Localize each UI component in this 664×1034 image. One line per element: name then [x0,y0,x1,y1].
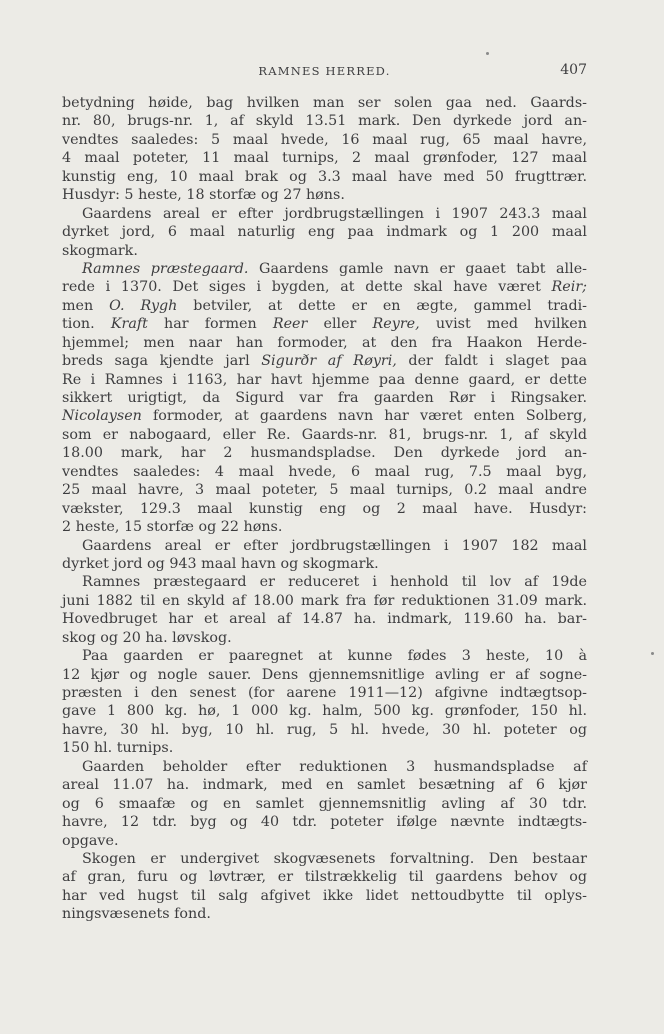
text-line [62,278,587,296]
text-segment: 2 heste, 15 storfæ og 22 høns. [62,519,283,536]
text-line [62,795,587,813]
text-segment: har ved hugst til salg afgivet ikke lidet nettoudbytte til oplys- [62,887,587,904]
text-segment: og 6 smaafæ og en samlet gjennemsnitlig avling af 30 tdr. [62,795,587,812]
text-segment: hjemmel; men naar han formoder, at den fra Haakon Herde- [62,334,587,351]
text-line [62,647,587,665]
paper-speck [651,652,654,655]
text-line [62,702,587,720]
text-line [62,426,587,444]
text-line [62,813,587,831]
text-line [62,868,587,886]
text-segment: Hovedbruget har et areal af 14.87 ha. indmark, 119.60 ha. bar- [62,611,587,628]
text-line [62,758,587,776]
text-segment: kunstig eng, 10 maal brak og 3.3 maal have med 50 frugttrær. [62,168,587,185]
text-line [62,371,587,389]
text-line [62,186,587,204]
text-line [62,518,587,536]
text-line [62,260,587,278]
text-line [62,315,587,333]
text-segment: som er nabogaard, eller Re. Gaards-nr. 81, brugs-nr. 1, af skyld [62,426,587,443]
text-segment: juni 1882 til en skyld af 18.00 mark fra før reduktionen 31.09 mark. [62,592,587,609]
page-header [62,62,587,82]
text-segment: der faldt i slaget paa [396,353,587,370]
text-segment: havre, 30 hl. byg, 10 hl. rug, 5 hl. hvede, 30 hl. poteter og [62,721,587,738]
text-line [62,573,587,591]
text-segment: areal 11.07 ha. indmark, med en samlet besætning af 6 kjør [62,777,587,794]
text-line [62,592,587,610]
text-segment: Skogen er undergivet skogvæsenets forvaltning. Den bestaar [82,850,587,867]
text-line [62,537,587,555]
body-text [62,94,587,924]
text-segment: rede i 1370. Det siges i bygden, at dette skal have været [62,279,552,296]
text-segment: skogmark. [62,242,138,259]
text-line [62,112,587,130]
text-segment: Ramnes præstegaard er reduceret i henhold til lov af 19de [82,574,587,591]
text-line [62,444,587,462]
text-segment: eller [307,316,373,333]
text-segment: nr. 80, brugs-nr. 1, af skyld 13.51 mark. Den dyrkede jord an- [62,113,587,130]
text-segment: breds saga kjendte jarl [62,353,262,370]
italic-text: Reer [272,316,308,333]
text-line [62,905,587,923]
text-line [62,168,587,186]
text-segment: dyrket jord og 943 maal havn og skogmark. [62,555,379,572]
text-segment: opgave. [62,832,119,849]
text-segment: tion. [62,316,111,333]
text-line [62,887,587,905]
text-segment: ningsvæsenets fond. [62,906,211,923]
text-segment: sikkert urigtigt, da Sigurd var fra gaarden Rør i Ringsaker. [62,390,587,406]
text-line [62,205,587,223]
text-line [62,334,587,352]
italic-text: Nicolaysen [62,408,142,425]
text-segment: af gran, furu og løvtrær, er tilstrækkelig til gaardens behov og [62,869,587,886]
text-segment: formoder, at gaardens navn har været enten Solberg, [141,408,587,425]
text-segment: vendtes saaledes: 5 maal hvede, 16 maal rug, 65 maal havre, [62,131,587,148]
paper-speck [486,52,489,55]
italic-text: Ramnes præstegaard. [82,260,249,277]
text-segment: 4 maal poteter, 11 maal turnips, 2 maal grønfoder, 127 maal [62,150,587,167]
italic-text: Kraft [110,316,148,333]
text-line [62,610,587,628]
text-segment: betydning høide, bag hvilken man ser solen gaa ned. Gaards- [62,95,587,111]
text-segment: havre, 12 tdr. byg og 40 tdr. poteter ifølge nævnte indtægts- [62,814,587,831]
text-line [62,297,587,315]
text-line [62,500,587,518]
text-line [62,721,587,739]
text-line [62,242,587,260]
text-segment: Gaardens areal er efter jordbrugstællingen i 1907 182 maal [82,537,587,554]
text-line [62,739,587,757]
text-line [62,389,587,407]
text-segment: uvist med hvilken [419,316,587,333]
text-line [62,481,587,499]
text-segment: Gaarden beholder efter reduktionen 3 husmandspladse af [82,758,587,775]
text-line [62,352,587,370]
text-segment: men [62,297,110,314]
text-segment: Gaardens gamle navn er gaaet tabt alle- [248,260,587,277]
text-segment: betviler, at dette er en ægte, gammel tradi- [177,297,587,314]
italic-text: Sigurðr af Røyri, [261,353,397,370]
italic-text: O. Rygh [109,297,178,314]
text-line [62,555,587,573]
text-line [62,149,587,167]
text-line [62,850,587,868]
text-line [62,776,587,794]
text-segment: Gaardens areal er efter jordbrugstællingen i 1907 243.3 maal [82,205,587,222]
text-segment: gave 1 800 kg. hø, 1 000 kg. halm, 500 kg. grønfoder, 150 hl. [62,703,587,720]
text-segment: 18.00 mark, har 2 husmandspladse. Den dyrkede jord an- [62,445,587,462]
text-line [62,684,587,702]
text-line [62,832,587,850]
text-line [62,407,587,425]
text-line [62,223,587,241]
text-segment: Husdyr: 5 heste, 18 storfæ og 27 høns. [62,187,345,204]
text-line [62,131,587,149]
text-segment: vækster, 129.3 maal kunstig eng og 2 maal have. Husdyr: [62,500,587,517]
text-segment: 150 hl. turnips. [62,740,174,757]
text-line [62,629,587,647]
italic-text: Reir; [551,279,587,296]
text-segment: præsten i den senest (for aarene 1911—12) afgivne indtægtsop- [62,685,587,701]
text-segment: vendtes saaledes: 4 maal hvede, 6 maal rug, 7.5 maal byg, [62,463,587,480]
text-segment: 25 maal havre, 3 maal poteter, 5 maal turnips, 0.2 maal andre [62,482,587,499]
text-segment: Paa gaarden er paaregnet at kunne fødes 3 heste, 10 à [82,648,587,665]
text-segment: Re i Ramnes i 1163, har havt hjemme paa denne gaard, er dette [62,371,587,388]
text-segment: skog og 20 ha. løvskog. [62,629,232,646]
text-line [62,94,587,112]
text-segment: har formen [147,316,273,333]
page-number: 407 [560,62,587,78]
running-title: RAMNES HERRED. [258,64,391,78]
text-segment: dyrket jord, 6 maal naturlig eng paa indmark og 1 200 maal [62,224,587,241]
text-segment: 12 kjør og nogle sauer. Dens gjennemsnitlige avling er af sogne- [62,666,587,683]
italic-text: Reyre, [372,316,420,333]
text-line [62,463,587,481]
text-line [62,666,587,684]
